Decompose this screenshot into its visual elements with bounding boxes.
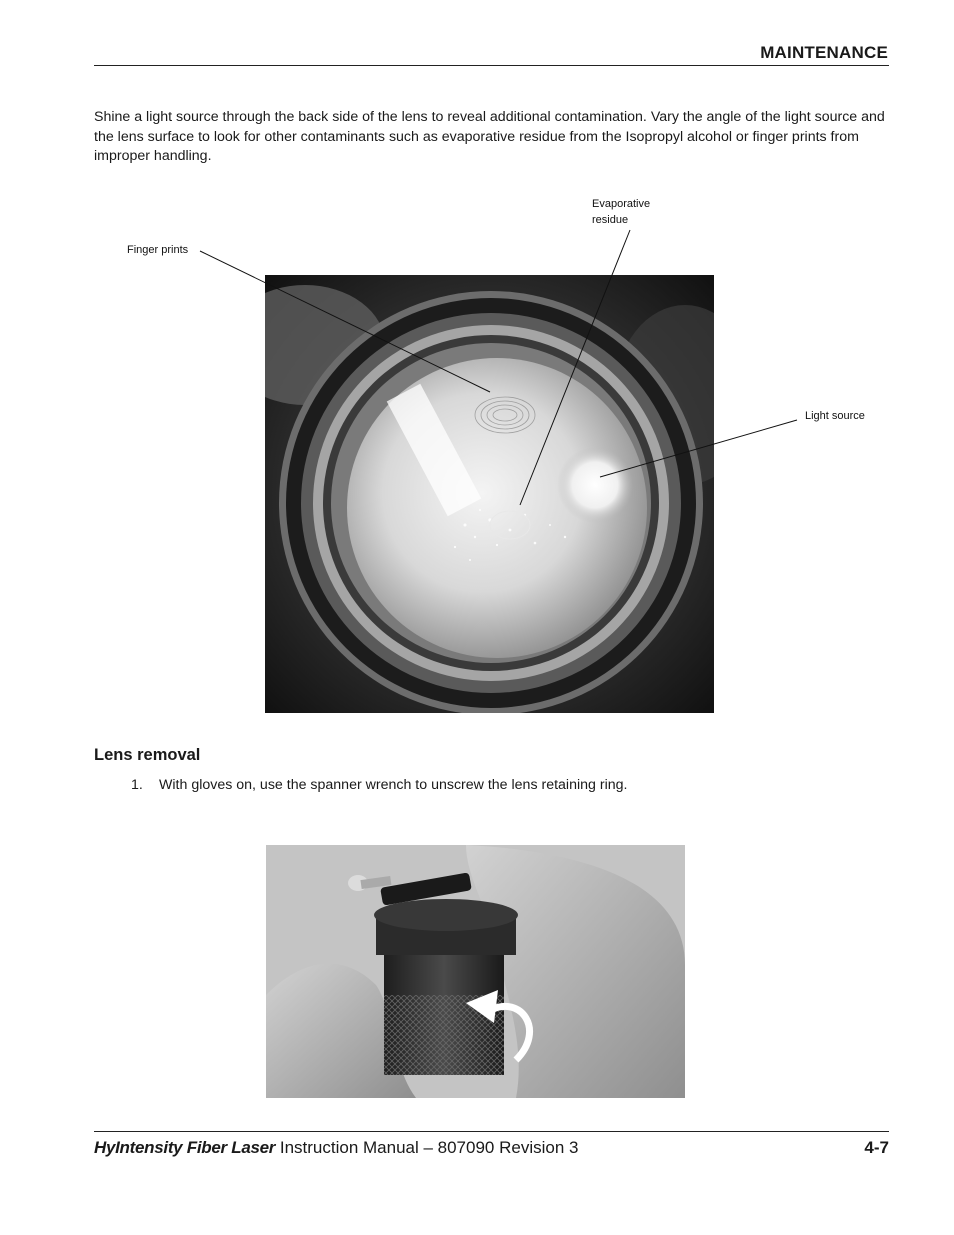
leader-evaporative-residue <box>520 230 630 505</box>
spanner-wrench-photo <box>266 845 685 1098</box>
step-item <box>131 777 627 793</box>
footer-doc: Instruction Manual – 807090 Revision 3 <box>279 1138 579 1157</box>
step-text: With gloves on, use the spanner wrench to unscrew the lens retaining ring. <box>159 777 628 793</box>
page-number: 4-7 <box>864 1138 889 1157</box>
callout-light-source: Light source <box>805 410 865 422</box>
callout-evaporative-line2: residue <box>592 214 629 226</box>
step-number: 1. <box>131 777 143 793</box>
lens-removal-heading: Lens removal <box>94 746 201 764</box>
footer <box>94 1138 889 1158</box>
leader-light-source <box>600 420 797 477</box>
callout-evaporative-line1: Evaporative <box>592 198 651 210</box>
spanner-wrench-illustration <box>266 845 685 1098</box>
section-title: MAINTENANCE <box>760 43 888 62</box>
callout-finger-prints: Finger prints <box>127 244 189 256</box>
footer-brand: HyIntensity Fiber Laser <box>94 1138 276 1157</box>
intro-paragraph: Shine a light source through the back side of the lens to reveal additional contamination. Vary the angle of the light source and the lens surface to look for other contaminants such as evaporative residue from the Isopropyl alcohol or finger prints from improper handling. <box>94 109 885 164</box>
footer-rule <box>94 1131 889 1132</box>
leader-finger-prints <box>200 251 490 392</box>
